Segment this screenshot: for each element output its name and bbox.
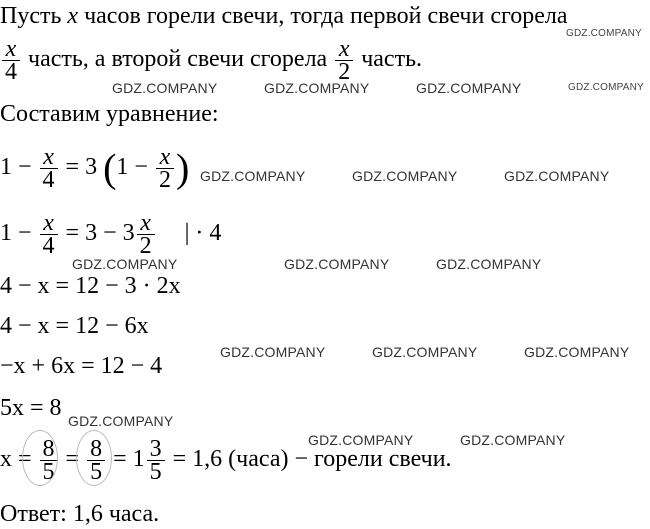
eq2-left: 1 −	[0, 220, 32, 247]
watermark: GDZ.COMPANY	[72, 256, 178, 272]
equation-6	[0, 394, 62, 422]
scan-circle-mark	[76, 430, 112, 486]
eq1-mid: = 3	[65, 154, 98, 181]
watermark: GDZ.COMPANY	[460, 432, 566, 448]
watermark: GDZ.COMPANY	[264, 80, 370, 96]
line2-text-a: часть, а второй свечи сгорела	[22, 46, 334, 73]
watermark: GDZ.COMPANY	[524, 344, 630, 360]
equation-heading: Составим уравнение:	[0, 101, 219, 127]
eq3-text: 4 − x = 12 − 3 · 2x	[0, 273, 181, 299]
eq4-text: 4 − x = 12 − 6x	[0, 313, 149, 339]
line1-var: x	[67, 3, 79, 29]
watermark: GDZ.COMPANY	[436, 256, 542, 272]
text-line-2	[0, 38, 422, 83]
eq7-fraction-8-5-b: $\frac{8}{5}$	[87, 438, 105, 483]
fraction-x-2: $\frac{x}{2}$	[335, 38, 353, 83]
eq1-inner: 1 −	[116, 154, 148, 181]
eq7-equals-one: = 1	[113, 446, 145, 473]
watermark: GDZ.COMPANY	[200, 168, 306, 184]
eq7-start: x =	[0, 446, 32, 473]
eq2-mid: = 3 − 3	[65, 220, 135, 247]
watermark: GDZ.COMPANY	[568, 82, 644, 93]
text-line-1	[0, 2, 568, 30]
answer-text: Ответ: 1,6 часа.	[0, 501, 160, 527]
watermark: GDZ.COMPANY	[566, 28, 642, 39]
fraction-x-4: $\frac{x}{4}$	[2, 38, 20, 83]
line2-text-b: часть.	[355, 46, 423, 73]
equation-2	[0, 212, 221, 257]
equation-3	[0, 272, 181, 300]
watermark: GDZ.COMPANY	[416, 80, 522, 96]
equation-5	[0, 352, 162, 380]
text-line-3	[0, 100, 219, 128]
line1-part-b: часов горели свечи, тогда первой свечи сгорела	[78, 3, 568, 29]
equation-4	[0, 312, 149, 340]
watermark: GDZ.COMPANY	[112, 80, 218, 96]
eq1-paren-close: )	[175, 145, 190, 191]
watermark: GDZ.COMPANY	[308, 432, 414, 448]
eq1-paren-open: (	[103, 145, 117, 191]
eq2-fraction-x-4: $\frac{x}{4}$	[40, 212, 58, 257]
eq7-equals: =	[65, 446, 80, 473]
line1-part-a: Пусть	[0, 3, 68, 29]
watermark: GDZ.COMPANY	[220, 344, 326, 360]
equation-1	[0, 146, 189, 191]
scan-circle-mark	[22, 430, 58, 486]
eq1-fraction-x-2: $\frac{x}{2}$	[156, 146, 174, 191]
eq1-fraction-x-4: $\frac{x}{4}$	[40, 146, 58, 191]
eq1-left: 1 −	[0, 154, 32, 181]
eq6-text: 5x = 8	[0, 395, 62, 421]
watermark: GDZ.COMPANY	[504, 168, 610, 184]
watermark: GDZ.COMPANY	[68, 413, 174, 429]
answer-line	[0, 500, 159, 528]
eq5-text: −x + 6x = 12 − 4	[0, 353, 163, 379]
eq2-fraction-x-2: $\frac{x}{2}$	[137, 212, 155, 257]
eq7-fraction-3-5: $\frac{3}{5}$	[147, 438, 165, 483]
watermark: GDZ.COMPANY	[372, 344, 478, 360]
eq7-end: = 1,6 (часа) − горели свечи.	[172, 446, 452, 473]
eq7-fraction-8-5-a: $\frac{8}{5}$	[40, 438, 58, 483]
watermark: GDZ.COMPANY	[284, 256, 390, 272]
eq2-multiply-note: | · 4	[184, 220, 222, 247]
watermark: GDZ.COMPANY	[352, 168, 458, 184]
